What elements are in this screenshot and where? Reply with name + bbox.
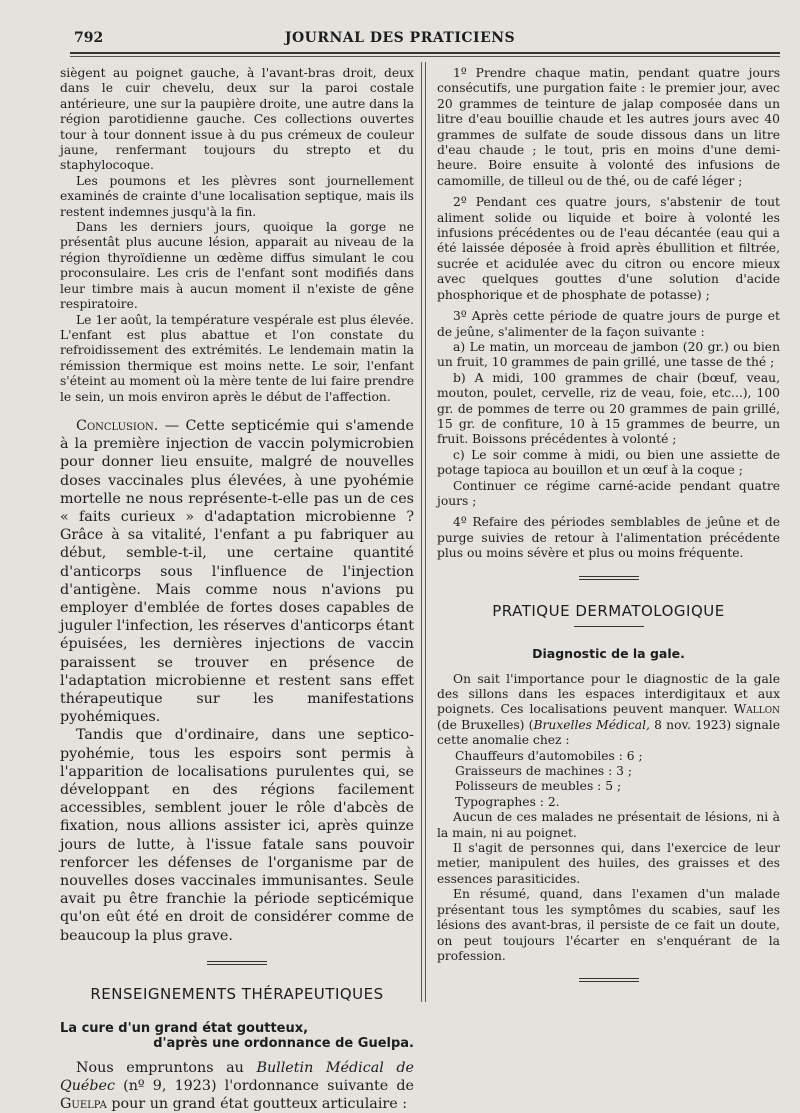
prescription-step-3: 3º Après cette période de quatre jours de purge et de jeûne, s'alimenter de la façon suivante :	[437, 309, 780, 339]
title-underline	[574, 626, 644, 627]
conclusion-label: Conclusion.	[76, 417, 159, 434]
prescription-step-3c: c) Le soir comme à midi, ou bien une assiette de potage tapioca au bouillon et un œuf à la coque ;	[437, 447, 780, 478]
column-divider	[425, 62, 426, 1002]
paragraph: Les poumons et les plèvres sont journellement examinés de crainte d'une localisation septique, mais ils restent indemnes jusqu'à la fin.	[60, 173, 414, 219]
paragraph: On sait l'importance pour le diagnostic de la gale des sillons dans les espaces interdigitaux et aux poignets. Ces localisations peuvent manquer. Wallon (de Bruxelles) (Bruxelles Médical, 8 nov. 1923) signale cette anomalie chez :	[437, 671, 780, 748]
page-header	[0, 0, 800, 60]
prescription-step-3b: b) A midi, 100 grammes de chair (bœuf, veau, mouton, poulet, cervelle, riz de veau, foie, etc...), 100 gr. de pommes de terre ou 20 grammes de pain grillé, 15 gr. de confiture, 10 à 15 grammes de beurre, un fruit. Boissons précédentes à volonté ;	[437, 370, 780, 447]
left-column	[60, 66, 414, 1113]
prescription-step-3a: a) Le matin, un morceau de jambon (20 gr.) ou bien un fruit, 10 grammes de pain grillé, une tasse de thé ;	[437, 339, 780, 370]
prescription-step-3d: Continuer ce régime carné-acide pendant quatre jours ;	[437, 478, 780, 508]
journal-name: Bruxelles Médical,	[533, 717, 650, 732]
list-item: Chauffeurs d'automobiles : 6 ;	[455, 748, 643, 763]
section-divider-ornament	[437, 978, 780, 982]
list-item: Polisseurs de meubles : 5 ;	[455, 779, 622, 794]
running-title: JOURNAL DES PRATICIENS	[284, 30, 516, 46]
paragraph: Tandis que d'ordinaire, dans une septico-pyohémie, tous les espoirs sont permis à l'apparition de localisations purulentes qui, se développant en des régions facilement accessibles, semblent jouer le rôle d'abcès de fixation, nous allions assister ici, après quinze jours de lutte, à l'issue fatale sans pouvoir renforcer les défenses de l'organisme par de nouvelles doses vaccinales immunisantes. Seule avait pu être franchie la période septicémique qu'on eût été en droit de considérer comme de beaucoup la plus grave.	[60, 727, 414, 944]
case-report-text	[60, 66, 414, 405]
paragraph: Dans les derniers jours, quoique la gorge ne présentât plus aucune lésion, apparait au niveau de la région thyroïdienne un œdème diffus simulant le cou proconsulaire. Les cris de l'enfant sont modifiés dans leur timbre mais à aucun moment il n'existe de gêne respiratoire.	[60, 220, 414, 312]
prescription-step-1: 1º Prendre chaque matin, pendant quatre jours consécutifs, une purgation faite : le premier jour, avec 20 grammes de teinture de jalap composée dans un litre d'eau bouillie chaude et les autres jours avec 40 grammes de sulfate de soude dissous dans un litre d'eau chaude ; le tout, pris en moins d'une demi-heure. Boire ensuite à volonté des infusions de camomille, de tilleul ou de thé, ou de café léger ;	[437, 66, 780, 188]
article-title-line-2: d'après une ordonnance de Guelpa.	[153, 1035, 414, 1051]
journal-name: Bulletin Médical de Québec	[60, 1059, 414, 1095]
paragraph: siègent au poignet gauche, à l'avant-bras droit, deux dans le cuir chevelu, deux sur la paroi costale antérieure, une sur la paupière droite, une autre dans la région parotidienne gauche. Ces collections ouvertes tour à tour donnent issue à du pus crémeux de couleur jaune, renfermant toujours du strepto et du staphylocoque.	[60, 66, 414, 173]
dermatology-text	[437, 672, 780, 965]
conclusion-text: — Cette septicémie qui s'amende à la première injection de vaccin polymicrobien pour donner lieu ensuite, malgré de nouvelles doses vaccinales plus élevées, à une pyohémie mortelle ne nous représente-t-elle pas un de ces « faits curieux » d'adaptation microbienne ? Grâce à sa vitalité, l'enfant a pu fabriquer au début, semble-t-il, une certaine quantité d'anticorps sous l'influence de l'injection d'antigène. Mais comme nous n'avions pu employer d'emblée de fortes doses capables de juguler l'infection, les réserves d'anticorps étant épuisées, les dernières injections de vaccin paraissent se trouver en présence de l'adaptation microbienne et restent sans effet thérapeutique sur les manifestations pyohémiques.	[60, 417, 414, 726]
paragraph: Nous empruntons au Bulletin Médical de Québec (nº 9, 1923) l'ordonnance suivante de Guelpa pour un grand état goutteux articulaire :	[60, 1059, 414, 1113]
sub-title: Diagnostic de la gale.	[532, 645, 685, 661]
conclusion-paragraph	[60, 417, 414, 726]
header-rule	[70, 52, 780, 57]
prescription-step-2: 2º Pendant ces quatre jours, s'abstenir de tout aliment solide ou liquide et boire à volonté les infusions précédentes ou de l'eau décantée (eau qui a été laissée déposée à froid après ébullition et filtrée, sucrée et acidulée avec du citron ou encore mieux avec quelques gouttes d'une solution d'acide phosphorique et de phosphate de potasse) ;	[437, 195, 780, 302]
sub-title-block	[437, 643, 780, 662]
right-column	[437, 66, 780, 982]
conclusion-section	[60, 417, 414, 945]
list-item: Typographes : 2.	[455, 794, 560, 809]
author-name: Wallon	[733, 702, 780, 717]
prescription-text	[437, 66, 780, 562]
paragraph: En résumé, quand, dans l'examen d'un malade présentant tous les symptômes du scabies, sauf les lésions des avant-bras, il persiste de ce fait un doute, on peut toujours l'écarter en s'enquérant de la profession.	[437, 887, 780, 963]
column-divider	[421, 62, 422, 1002]
section-divider-ornament	[437, 576, 780, 580]
paragraph: Le 1er août, la température vespérale est plus élevée. L'enfant est plus abattue et l'on constate du refroidissement des extrémités. Le lendemain matin la rémission thermique est moins nette. Le soir, l'enfant s'éteint au moment où la mère tente de lui faire prendre le sein, un mois environ après le début de l'affection.	[60, 312, 414, 404]
author-name: Guelpa	[60, 1096, 107, 1113]
section-divider-ornament	[60, 961, 414, 965]
article-intro	[60, 1059, 414, 1113]
section-heading-block	[60, 985, 414, 1003]
paragraph: Il s'agit de personnes qui, dans l'exercice de leur metier, manipulent des huiles, des graisses et des essences parasiticides.	[437, 841, 780, 886]
article-title-line-1: La cure d'un grand état goutteux,	[60, 1020, 309, 1036]
section-title: PRATIQUE DERMATOLOGIQUE	[492, 601, 725, 620]
section-title: RENSEIGNEMENTS THÉRAPEUTIQUES	[90, 984, 384, 1003]
prescription-step-4: 4º Refaire des périodes semblables de jeûne et de purge suivies de retour à l'alimentation précédente plus ou moins sévère et plus ou moins fréquente.	[437, 515, 780, 561]
list-item: Graisseurs de machines : 3 ;	[455, 764, 633, 779]
page-number: 792	[74, 30, 104, 46]
paragraph: Aucun de ces malades ne présentait de lésions, ni à la main, ni au poignet.	[437, 810, 780, 840]
article-title-block	[60, 1021, 414, 1051]
section-heading-block	[437, 602, 780, 627]
